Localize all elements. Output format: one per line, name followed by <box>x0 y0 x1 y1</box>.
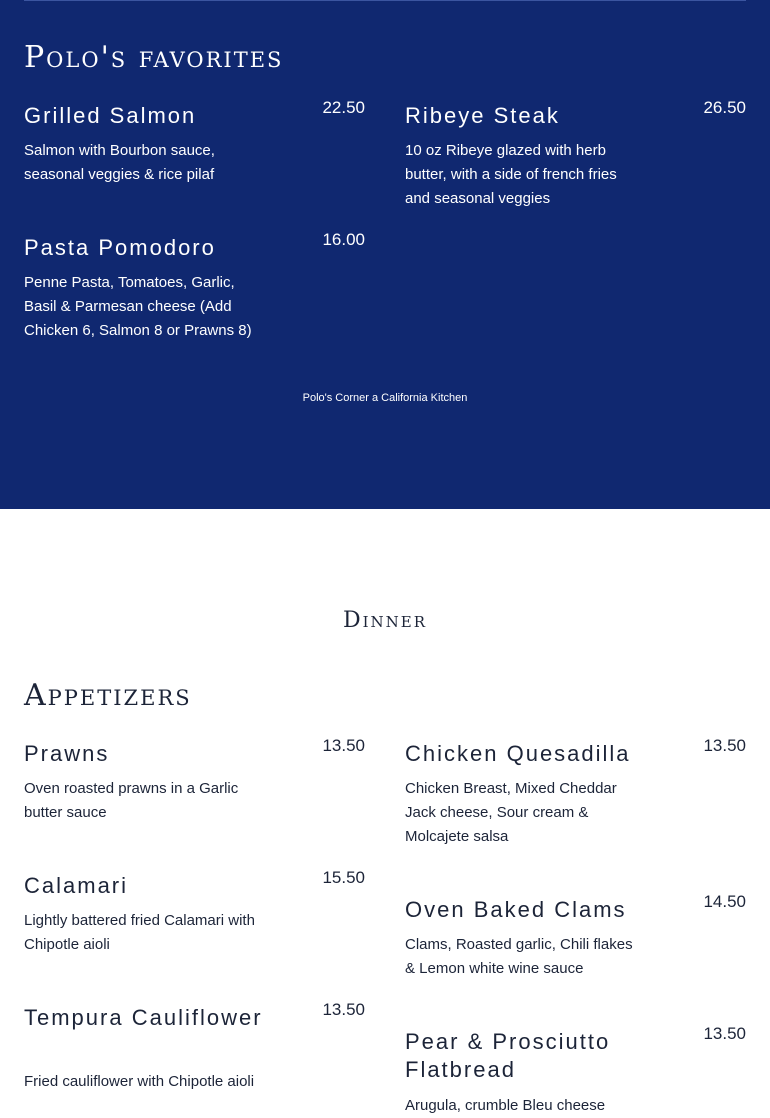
favorites-heading: Polo's favorites <box>24 40 284 75</box>
divider <box>24 0 746 1</box>
item-price: 22.50 <box>322 98 365 117</box>
item-description: Chicken Breast, Mixed Cheddar Jack cheese, Sour cream & Molcajete salsa <box>405 780 617 845</box>
dinner-title: Dinner <box>342 608 428 633</box>
item-price: 16.00 <box>322 230 365 249</box>
item-description: Oven roasted prawns in a Garlic butter sauce <box>24 780 239 821</box>
item-description: Salmon with Bourbon sauce, seasonal veggies & rice pilaf <box>24 142 215 183</box>
item-description: Clams, Roasted garlic, Chili flakes & Lemon white wine sauce <box>405 936 633 977</box>
item-price: 13.50 <box>703 1024 746 1043</box>
item-name: Calamari <box>24 873 129 898</box>
item-name: Prawns <box>24 741 110 766</box>
item-description: 10 oz Ribeye glazed with herb butter, with a side of french fries and seasonal veggies <box>405 142 617 207</box>
item-description: Penne Pasta, Tomatoes, Garlic, Basil & Parmesan cheese (Add Chicken 6, Salmon 8 or Prawns 8) <box>24 274 252 339</box>
item-description: Fried cauliflower with Chipotle aioli <box>24 1073 255 1090</box>
item-price: 13.50 <box>322 736 365 755</box>
item-description: Arugula, crumble Bleu cheese <box>405 1097 606 1114</box>
item-price: 14.50 <box>703 892 746 911</box>
item-name: Pear & Prosciutto Flatbread <box>405 1029 611 1082</box>
item-name: Chicken Quesadilla <box>405 741 631 766</box>
footer-text: Polo's Corner a California Kitchen <box>302 392 468 404</box>
item-name: Ribeye Steak <box>405 103 560 128</box>
item-name: Grilled Salmon <box>24 103 197 128</box>
item-price: 15.50 <box>322 868 365 887</box>
item-description: Lightly battered fried Calamari with Chipotle aioli <box>24 912 255 953</box>
item-price: 26.50 <box>703 98 746 117</box>
favorites-section <box>0 0 770 509</box>
appetizers-heading: Appetizers <box>24 678 192 713</box>
item-name: Pasta Pomodoro <box>24 235 216 260</box>
item-price: 13.50 <box>322 1000 365 1019</box>
item-name: Tempura Cauliflower <box>24 1005 263 1030</box>
item-name: Oven Baked Clams <box>405 897 627 922</box>
item-price: 13.50 <box>703 736 746 755</box>
